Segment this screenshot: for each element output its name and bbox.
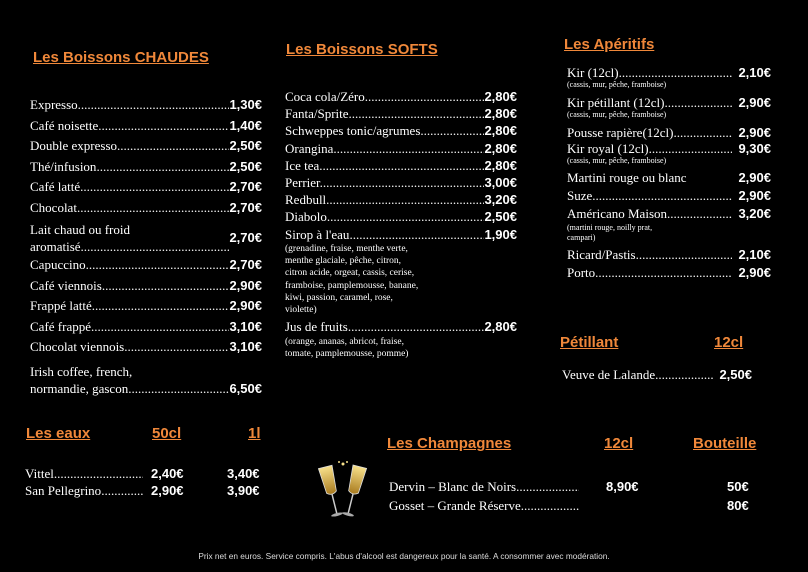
item-name: Fanta/Sprite bbox=[285, 106, 349, 122]
item-note-line2: campari) bbox=[567, 233, 596, 242]
item-name: Pousse rapière(12cl) bbox=[567, 125, 674, 140]
list-item bbox=[567, 94, 771, 110]
list-item bbox=[389, 478, 759, 497]
list-item bbox=[567, 124, 771, 140]
item-price: 2,90€ bbox=[738, 95, 771, 110]
list-item bbox=[30, 158, 262, 179]
sirop-flavours-note: (grenadine, fraise, menthe verte, menthe glaciale, pêche, citron, citron acide, orgeat, cassis, cerise, framboise, pamplemousse, banane, kiwi, passion, caramel, rose, violette) bbox=[285, 243, 419, 316]
list-item bbox=[285, 122, 517, 139]
item-price: 2,80€ bbox=[484, 106, 517, 122]
item-name: Café frappé bbox=[30, 318, 91, 334]
aperitifs-heading: Les Apéritifs bbox=[564, 36, 655, 53]
item-price-1l: 3,90€ bbox=[227, 483, 260, 498]
list-item bbox=[30, 359, 262, 397]
item-price: 3,00€ bbox=[484, 174, 517, 190]
item-name: Chocolat bbox=[30, 199, 77, 215]
item-price-50cl: 2,90€ bbox=[151, 483, 184, 498]
list-item bbox=[285, 140, 517, 157]
item-name: Chocolat viennois bbox=[30, 339, 125, 354]
list-item bbox=[30, 178, 262, 199]
softs-list bbox=[285, 88, 517, 360]
item-name: Thé/infusion bbox=[30, 158, 97, 174]
item-price: 2,80€ bbox=[484, 319, 517, 335]
item-price: 2,70€ bbox=[229, 230, 262, 245]
list-item bbox=[30, 318, 262, 339]
item-name: Dervin – Blanc de Noirs bbox=[389, 479, 517, 494]
list-item bbox=[562, 366, 752, 383]
item-name: Veuve de Lalande bbox=[562, 367, 656, 382]
item-price-bottle: 80€ bbox=[727, 498, 749, 513]
item-price-12cl: 8,90€ bbox=[606, 479, 639, 494]
item-price: 2,70€ bbox=[229, 179, 262, 194]
list-item bbox=[285, 174, 517, 191]
juice-flavours-note: (orange, ananas, abricot, fraise, tomate, pamplemousse, pomme) bbox=[285, 336, 409, 359]
list-item bbox=[285, 105, 517, 122]
list-item bbox=[389, 497, 759, 516]
list-item bbox=[567, 205, 771, 221]
item-name: Coca cola/Zéro bbox=[285, 89, 365, 104]
waters-col-1l: 1l bbox=[248, 425, 261, 442]
item-price: 2,50€ bbox=[484, 209, 517, 225]
item-name: San Pellegrino bbox=[25, 483, 102, 498]
item-price: 2,90€ bbox=[229, 298, 262, 313]
item-price-bottle: 50€ bbox=[727, 479, 749, 494]
item-price: 2,50€ bbox=[229, 158, 262, 174]
item-name: Capuccino bbox=[30, 257, 86, 272]
item-price: 2,10€ bbox=[738, 65, 771, 80]
item-name: Gosset – Grande Réserve bbox=[389, 498, 521, 513]
item-name: Diabolo bbox=[285, 209, 327, 225]
footer-legal-notice: Prix net en euros. Service compris. L'abus d'alcool est dangereux pour la santé. A consommer avec modération. bbox=[198, 551, 610, 561]
item-price: 2,80€ bbox=[484, 157, 517, 173]
item-price: 3,20€ bbox=[738, 206, 771, 221]
list-item bbox=[285, 318, 517, 335]
item-name: Café latté bbox=[30, 179, 81, 194]
item-name: Frappé latté bbox=[30, 298, 92, 313]
list-item bbox=[25, 482, 275, 499]
list-item bbox=[285, 88, 517, 105]
list-item bbox=[30, 96, 262, 117]
item-price: 2,10€ bbox=[738, 247, 771, 262]
list-item bbox=[30, 277, 262, 298]
item-price: 3,10€ bbox=[229, 339, 262, 354]
item-price: 2,80€ bbox=[484, 89, 517, 104]
item-name-line2: aromatisé bbox=[30, 238, 81, 254]
item-price: 3,20€ bbox=[484, 192, 517, 208]
list-item bbox=[30, 117, 262, 138]
item-name: Orangina bbox=[285, 140, 334, 156]
item-price: 2,50€ bbox=[719, 367, 752, 382]
item-name: Double expresso bbox=[30, 138, 118, 153]
item-name: Porto bbox=[567, 265, 596, 280]
list-item bbox=[30, 219, 262, 256]
item-price: 2,80€ bbox=[484, 123, 517, 139]
list-item bbox=[25, 465, 275, 482]
petillant-list bbox=[562, 366, 752, 383]
item-name: Café noisette bbox=[30, 117, 99, 133]
item-price: 1,30€ bbox=[229, 97, 262, 112]
item-price: 2,90€ bbox=[738, 188, 771, 203]
champagne-glasses-icon bbox=[312, 460, 374, 522]
petillant-volume-header: 12cl bbox=[714, 334, 744, 351]
item-name: Martini rouge ou blanc bbox=[567, 170, 687, 185]
item-name-line2: normandie, gascon bbox=[30, 380, 129, 396]
item-name: Jus de fruits bbox=[285, 319, 348, 335]
item-price: 9,30€ bbox=[738, 141, 771, 156]
list-item bbox=[567, 140, 771, 156]
item-note: (cassis, mur, pêche, framboise) bbox=[567, 156, 667, 165]
item-note: (cassis, mur, pêche, framboise) bbox=[567, 110, 667, 119]
champagnes-list bbox=[389, 478, 759, 516]
list-item bbox=[567, 169, 771, 187]
waters-heading: Les eaux bbox=[26, 425, 91, 442]
list-item bbox=[30, 338, 262, 359]
item-price: 2,90€ bbox=[738, 125, 771, 140]
item-note: (cassis, mur, pêche, framboise) bbox=[567, 80, 667, 89]
item-price: 2,70€ bbox=[229, 257, 262, 272]
item-name: Redbull bbox=[285, 192, 327, 208]
item-price: 2,90€ bbox=[738, 265, 771, 280]
list-item bbox=[567, 264, 771, 282]
item-name: Suze bbox=[567, 188, 593, 203]
item-name: Kir royal (12cl) bbox=[567, 141, 649, 156]
aperitifs-list bbox=[567, 64, 771, 282]
champagnes-heading: Les Champagnes bbox=[387, 435, 512, 452]
item-price: 2,90€ bbox=[738, 170, 771, 185]
item-price: 3,10€ bbox=[229, 318, 262, 334]
champagnes-col-12cl: 12cl bbox=[604, 435, 634, 452]
item-price: 1,90€ bbox=[484, 226, 517, 242]
item-name: Expresso bbox=[30, 97, 78, 112]
champagnes-col-bottle: Bouteille bbox=[693, 435, 757, 452]
hot-drinks-list bbox=[30, 96, 262, 397]
list-item bbox=[285, 157, 517, 174]
item-name: Ice tea bbox=[285, 157, 320, 173]
item-name-line1: Irish coffee, french, bbox=[30, 363, 133, 379]
item-price-1l: 3,40€ bbox=[227, 466, 260, 481]
item-name: Kir pétillant (12cl) bbox=[567, 95, 665, 110]
item-name: Café viennois bbox=[30, 277, 102, 293]
item-price: 6,50€ bbox=[229, 380, 262, 396]
petillant-heading: Pétillant bbox=[560, 334, 619, 351]
item-price: 2,50€ bbox=[229, 138, 262, 153]
softs-heading: Les Boissons SOFTS bbox=[286, 41, 438, 58]
list-item bbox=[567, 64, 771, 80]
list-item bbox=[30, 297, 262, 318]
item-price: 2,80€ bbox=[484, 140, 517, 156]
list-item bbox=[567, 187, 771, 205]
item-price-50cl: 2,40€ bbox=[151, 466, 184, 481]
list-item bbox=[285, 208, 517, 225]
hot-drinks-heading: Les Boissons CHAUDES bbox=[33, 49, 209, 66]
waters-col-50cl: 50cl bbox=[152, 425, 182, 442]
item-note: (martini rouge, noilly prat, bbox=[567, 223, 653, 232]
item-name-line1: Lait chaud ou froid bbox=[30, 221, 130, 237]
list-item bbox=[30, 199, 262, 220]
list-item bbox=[567, 246, 771, 264]
item-price: 1,40€ bbox=[229, 117, 262, 133]
item-name: Américano Maison bbox=[567, 206, 668, 221]
item-name: Schweppes tonic/agrumes bbox=[285, 123, 421, 139]
list-item bbox=[285, 226, 517, 243]
waters-list bbox=[25, 465, 275, 499]
list-item bbox=[285, 191, 517, 208]
list-item bbox=[30, 137, 262, 158]
item-price: 2,90€ bbox=[229, 277, 262, 293]
item-name: Vittel bbox=[25, 466, 54, 481]
list-item bbox=[30, 256, 262, 277]
item-name: Ricard/Pastis bbox=[567, 247, 636, 262]
item-name: Sirop à l'eau bbox=[285, 226, 350, 242]
item-name: Kir (12cl) bbox=[567, 65, 619, 80]
item-price: 2,70€ bbox=[229, 199, 262, 215]
item-name: Perrier bbox=[285, 174, 320, 190]
